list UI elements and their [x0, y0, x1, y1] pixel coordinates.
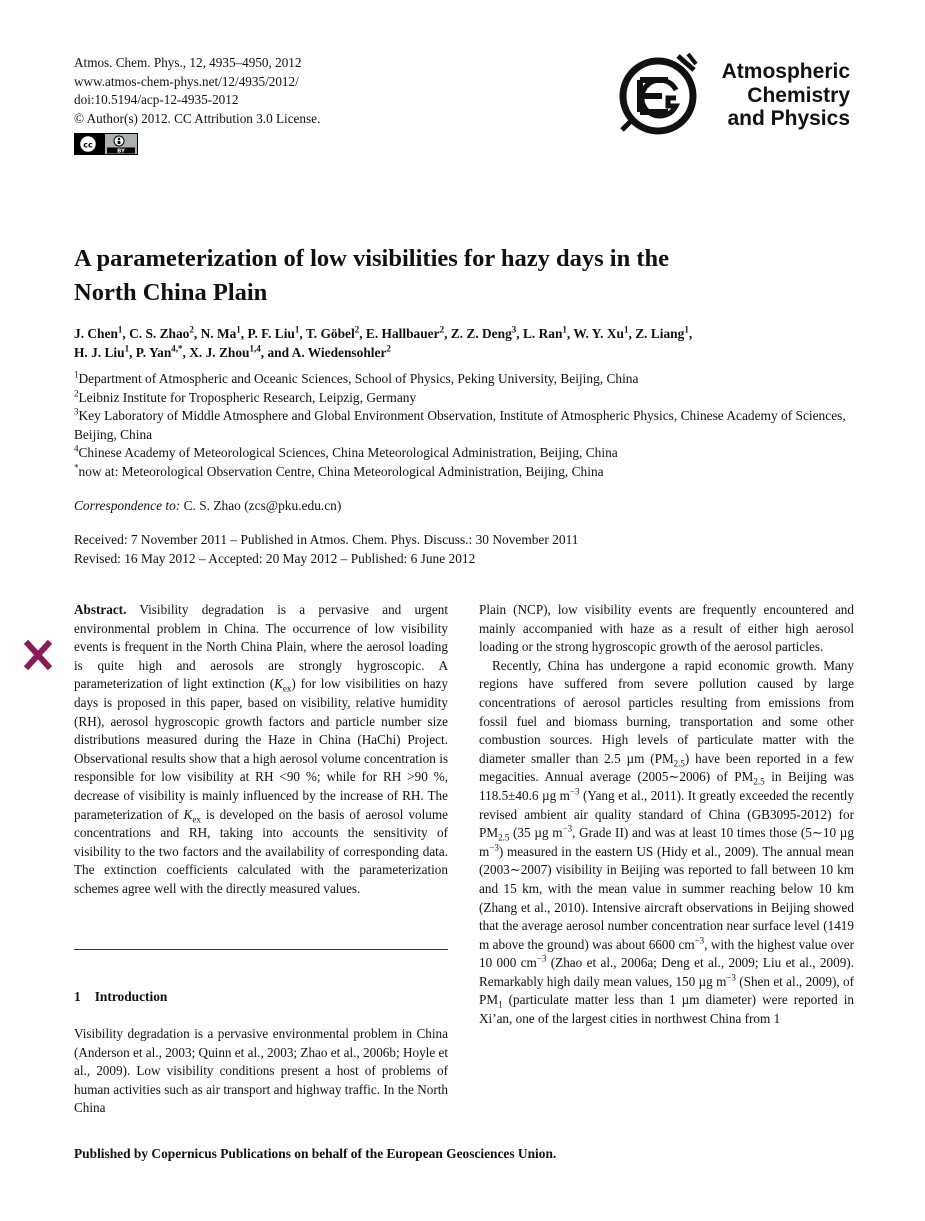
text-part: (35 µg m — [509, 825, 563, 841]
affil-mark: 2 — [74, 388, 79, 399]
abstract — [74, 601, 448, 899]
affil-mark: * — [74, 462, 79, 473]
abstract-text — [74, 601, 448, 899]
correspondence-label: Correspondence to: — [74, 498, 181, 513]
text-part: (Shen et al., 2009), of PM — [479, 973, 854, 1008]
author-affil-mark: 1 — [117, 324, 123, 335]
author: J. Chen — [74, 326, 118, 341]
author-affil-mark: 1 — [294, 324, 300, 335]
author-affil-mark: 1 — [236, 324, 241, 335]
introduction-text — [74, 1025, 448, 1118]
unit-exponent: −3 — [694, 935, 705, 946]
affiliation-4 — [74, 444, 864, 463]
text-part: , Grade II) and was at least 10 times those (5∼10 µg m — [479, 825, 854, 859]
author: , E. Hallbauer — [359, 326, 440, 341]
publisher-footer: Published by Copernicus Publications on behalf of the European Geosciences Union. — [74, 1146, 557, 1161]
journal-metadata — [74, 54, 320, 128]
abstract-label: Abstract. — [74, 602, 127, 617]
affil-mark: 3 — [74, 406, 79, 417]
author-affil-mark: 2 — [439, 324, 445, 335]
pm-subscript: 1 — [498, 1000, 503, 1011]
affil-text: Key Laboratory of Middle Atmosphere and Global Environment Observation, Institute of Atmospheric Physics, Chinese Academy of Sciences, Beijing, China — [74, 408, 846, 442]
affil-mark: 4 — [74, 443, 79, 454]
kex-symbol: K — [183, 806, 193, 822]
author: , Z. Z. Deng — [444, 326, 512, 341]
author-affil-mark: 2 — [189, 324, 194, 335]
affiliation-1 — [74, 370, 864, 389]
title-line-2: North China Plain — [74, 279, 268, 306]
author: , W. Y. Xu — [566, 326, 624, 341]
text-part: Recently, China has undergone a rapid economic growth. Many regions have suffered from severe pollution caused by large concentrations of aerosol particles resulting from emissions from fossil fuel and biomass burning, transportation and some other combustion sources. High levels of particulate matter with the diameter smaller than 2.5 µm (PM — [479, 657, 854, 766]
paragraph-ncp: Plain (NCP), low visibility events are frequently encountered and mainly accompanied with haze as a result of either high aerosol loading or the strong hygroscopic growth of the aerosol particles. — [479, 602, 854, 655]
abstract-divider — [74, 949, 448, 950]
affil-text: Chinese Academy of Meteorological Sciences, China Meteorological Administration, Beijing, China — [78, 445, 618, 461]
author-affil-mark: 1 — [562, 324, 567, 335]
correspondence — [74, 497, 341, 515]
close-icon[interactable] — [24, 640, 52, 670]
author-affil-mark: 1 — [624, 324, 629, 335]
paragraph-economic-growth — [479, 657, 854, 1029]
text-part: (particulate matter less than 1 µm diameter) were reported in Xi’an, one of the largest cities in northwest China from 1 — [479, 992, 854, 1027]
journal-logo[interactable] — [618, 50, 858, 140]
unit-exponent: −3 — [569, 786, 580, 797]
received-line: Received: 7 November 2011 – Published in Atmos. Chem. Phys. Discuss.: 30 November 2011 — [74, 532, 579, 547]
author: , and A. Wiedensohler — [260, 345, 387, 360]
text-part: , with the highest value over 10 000 cm — [479, 936, 855, 971]
text-part: (Zhao et al., 2006a; Deng et al., 2009; Liu et al., 2009). Remarkably high daily mean values, 150 µg m — [479, 955, 854, 989]
author-affil-mark: 1 — [124, 343, 130, 354]
journal-name-line3: and Physics — [727, 107, 850, 130]
affil-text: Department of Atmospheric and Oceanic Sciences, School of Physics, Peking University, Beijing, China — [78, 371, 639, 386]
journal-name-line2: Chemistry — [747, 83, 850, 107]
section-title: Introduction — [94, 989, 168, 1004]
revised-line: Revised: 16 May 2012 – Accepted: 20 May 2012 – Published: 6 June 2012 — [74, 550, 476, 566]
affiliation-3 — [74, 407, 864, 444]
text-part: in Beijing was 118.5±40.6 µg m — [479, 769, 854, 803]
author: H. J. Liu — [74, 345, 125, 360]
author: , C. S. Zhao — [122, 326, 190, 341]
section-number: 1 — [74, 989, 81, 1004]
journal-name-line1: Atmospheric — [721, 60, 850, 83]
author-affil-mark: 1,4 — [249, 343, 261, 354]
affiliation-list — [74, 370, 864, 482]
pm-subscript: 2.5 — [498, 832, 510, 843]
author: , L. Ran — [516, 326, 563, 341]
abstract-part: Visibility degradation is a pervasive and urgent environmental problem in China. The occurrence of low visibility events is frequent in the North China Plain, where the aerosol loading is quite high and aerosols are strongly hygroscopic. A parameterization of light extinction ( — [74, 602, 448, 692]
abstract-part: ) for low visibilities on hazy days is proposed in this paper, based on visibility, relative humidity (RH), aerosol hygroscopic growth factors and particle number size distributions measured during the Haze in China (HaChi) Project. Observational results show that a high aerosol volume concentration is responsible for low visibility at RH <90 %; while for RH >90 %, decrease of visibility is mainly influenced by the increase of RH. The parameterization of — [74, 676, 448, 822]
author-affil-mark: 4,* — [171, 343, 183, 354]
unit-exponent: −3 — [726, 972, 736, 983]
journal-url[interactable]: www.atmos-chem-phys.net/12/4935/2012/ — [74, 73, 299, 89]
egu-logo-icon — [618, 50, 700, 140]
intro-paragraph: Visibility degradation is a pervasive environmental problem in China (Anderson et al., 2003; Quinn et al., 2003; Zhao et al., 2006b; Hoyle et al., 2009). Low visibility conditions present a host of problems of human activities such as air transport and highway traffic. In the North China — [74, 1026, 448, 1116]
affiliation-2 — [74, 389, 864, 408]
affiliation-5 — [74, 463, 864, 482]
unit-exponent: −3 — [536, 953, 547, 964]
author: , P. Yan — [129, 345, 172, 360]
journal-reference: Atmos. Chem. Phys., 12, 4935–4950, 2012 — [74, 55, 302, 70]
author-separator: , — [688, 326, 693, 341]
right-column — [479, 601, 854, 1029]
affil-text: now at: Meteorological Observation Centre, China Meteorological Administration, Beijing, China — [78, 463, 604, 479]
author: , P. F. Liu — [240, 326, 295, 341]
kex-subscript: ex — [282, 684, 292, 695]
kex-symbol: K — [274, 676, 283, 692]
affil-mark: 1 — [74, 369, 79, 380]
doi[interactable]: doi:10.5194/acp-12-4935-2012 — [74, 92, 239, 108]
abstract-part: is developed on the basis of aerosol volume concentrations and RH, taking into accounts the sensitivity of visibility to the two factors and the availability of corresponding data. The extinction coefficients calculated with the parameterization schemes agree well with the directly measured values. — [74, 806, 448, 896]
correspondence-value[interactable]: C. S. Zhao (zcs@pku.edu.cn) — [180, 498, 342, 513]
license-statement: © Author(s) 2012. CC Attribution 3.0 License. — [74, 110, 321, 126]
cc-license-badge[interactable] — [74, 133, 138, 155]
author: , T. Göbel — [299, 326, 355, 341]
unit-exponent: −3 — [562, 823, 573, 834]
pm-subscript: 2.5 — [753, 776, 765, 787]
publication-dates — [74, 531, 578, 568]
text-part: (Yang et al., 2011). It greatly exceeded the recently revised ambient air quality standard of China (GB3095-2012) for PM — [479, 787, 854, 841]
journal-name — [722, 60, 850, 131]
pm-subscript: 2.5 — [673, 758, 685, 769]
cc-by-label: BY — [117, 148, 125, 155]
author: , N. Ma — [193, 326, 237, 341]
paper-title — [74, 242, 834, 310]
author-affil-mark: 3 — [511, 324, 517, 335]
text-part: ) measured in the eastern US (Hidy et al., 2009). The annual mean (2003∼2007) visibility in Beijing was reported to fall between 10 km and 15 km, with the mean value in summer reaching below 10 km (Zhang et al., 2010). Intensive aircraft observations in Beijing showed that the average aerosol number concentration near surface level (1419 m above the ground) was about 6600 cm — [479, 843, 854, 952]
unit-exponent: −3 — [489, 842, 499, 853]
section-heading-introduction — [74, 989, 167, 1005]
text-part: ) have been reported in a few megacities. Annual average (2005∼2006) of PM — [479, 750, 854, 785]
title-line-1: A parameterization of low visibilities for hazy days in the — [74, 245, 669, 272]
author-affil-mark: 2 — [354, 324, 360, 335]
author-affil-mark: 2 — [386, 343, 391, 354]
author: , Z. Liang — [628, 326, 685, 341]
kex-subscript: ex — [192, 814, 201, 825]
author: , X. J. Zhou — [182, 345, 250, 360]
affil-text: Leibniz Institute for Tropospheric Research, Leipzig, Germany — [78, 389, 417, 405]
author-list — [74, 324, 864, 362]
svg-text:cc: cc — [83, 140, 93, 150]
author-affil-mark: 1 — [684, 324, 689, 335]
